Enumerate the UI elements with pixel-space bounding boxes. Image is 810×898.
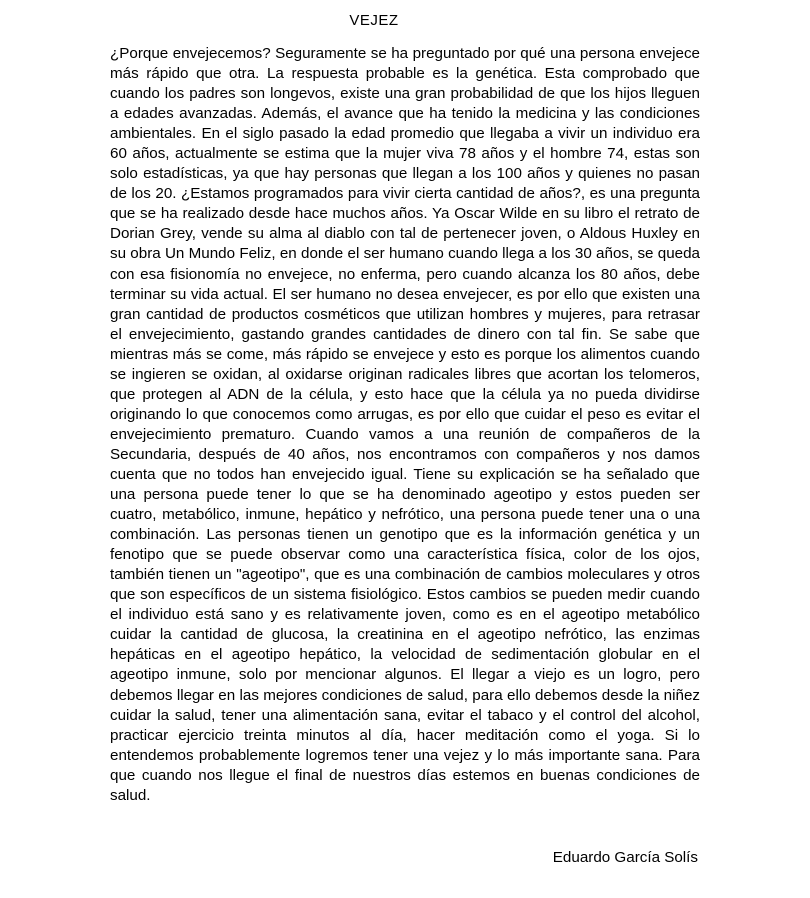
document-body: ¿Porque envejecemos? Seguramente se ha preguntado por qué una persona envejece más rápido que otra. La respuesta probable es la genética. Esta comprobado que cuando los padres son longevos, existe una gran probabilidad de que los hijos lleguen a edades avanzadas. Además, el avance que ha tenido la medicina y las condiciones ambientales. En el siglo pasado la edad promedio que llegaba a vivir un individuo era 60 años, actualmente se estima que la mujer viva 78 años y el hombre 74, estas son solo estadísticas, ya que hay personas que llegan a los 100 años y quienes no pasan de los 20. ¿Estamos programados para vivir cierta cantidad de años?, es una pregunta que se ha realizado desde hace muchos años. Ya Oscar Wilde en su libro el retrato de Dorian Grey, vende su alma al diablo con tal de pertenecer joven, o Aldous Huxley en su obra Un Mundo Feliz, en donde el ser humano cuando llega a los 30 años, se queda con esa fisionomía no envejece, no enferma, pero cuando alcanza los 80 años, debe terminar su vida actual. El ser humano no desea envejecer, es por ello que existen una gran cantidad de productos cosméticos que utilizan hombres y mujeres, para retrasar el envejecimiento, gastando grandes cantidades de dinero con tal fin. Se sabe que mientras más se come, más rápido se envejece y esto es porque los alimentos cuando se ingieren se oxidan, al oxidarse originan radicales libres que acortan los telomeros, que protegen al ADN de la célula, y esto hace que la célula ya no pueda dividirse originando lo que conocemos como arrugas, es por ello que cuidar el peso es evitar el envejecimiento prematuro. Cuando vamos a una reunión de compañeros de la Secundaria, después de 40 años, nos encontramos con compañeros y nos damos cuenta que no todos han envejecido igual. Tiene su explicación se ha señalado que una persona puede tener lo que se ha denominado ageotipo y estos pueden ser cuatro, metabólico, inmune, hepático y nefrótico, una persona puede tener una o una combinación. Las personas tienen un genotipo que es la información genética y un fenotipo que se puede observar como una característica física, color de los ojos, también tienen un "ageotipo", que es una combinación de cambios moleculares y otros que son específicos de un sistema fisiológico. Estos cambios se pueden medir cuando el individuo está sano y es relativamente joven, como es en el ageotipo metabólico cuidar la cantidad de glucosa, la creatinina en el ageotipo nefrótico, las enzimas hepáticas en el ageotipo hepático, la velocidad de sedimentación globular en el ageotipo inmune, solo por mencionar algunos. El llegar a viejo es un logro, pero debemos llegar en las mejores condiciones de salud, para ello debemos desde la niñez cuidar la salud, tener una alimentación sana, evitar el tabaco y el control del alcohol, practicar ejercicio treinta minutos al día, hacer meditación como el yoga. Si lo entendemos probablemente logremos tener una vejez y lo más importante sana. Para que cuando nos llegue el final de nuestros días estemos en buenas condiciones de salud. [110,45,700,804]
author-signature: Eduardo García Solís [552,849,698,866]
document-title: VEJEZ [349,12,399,29]
